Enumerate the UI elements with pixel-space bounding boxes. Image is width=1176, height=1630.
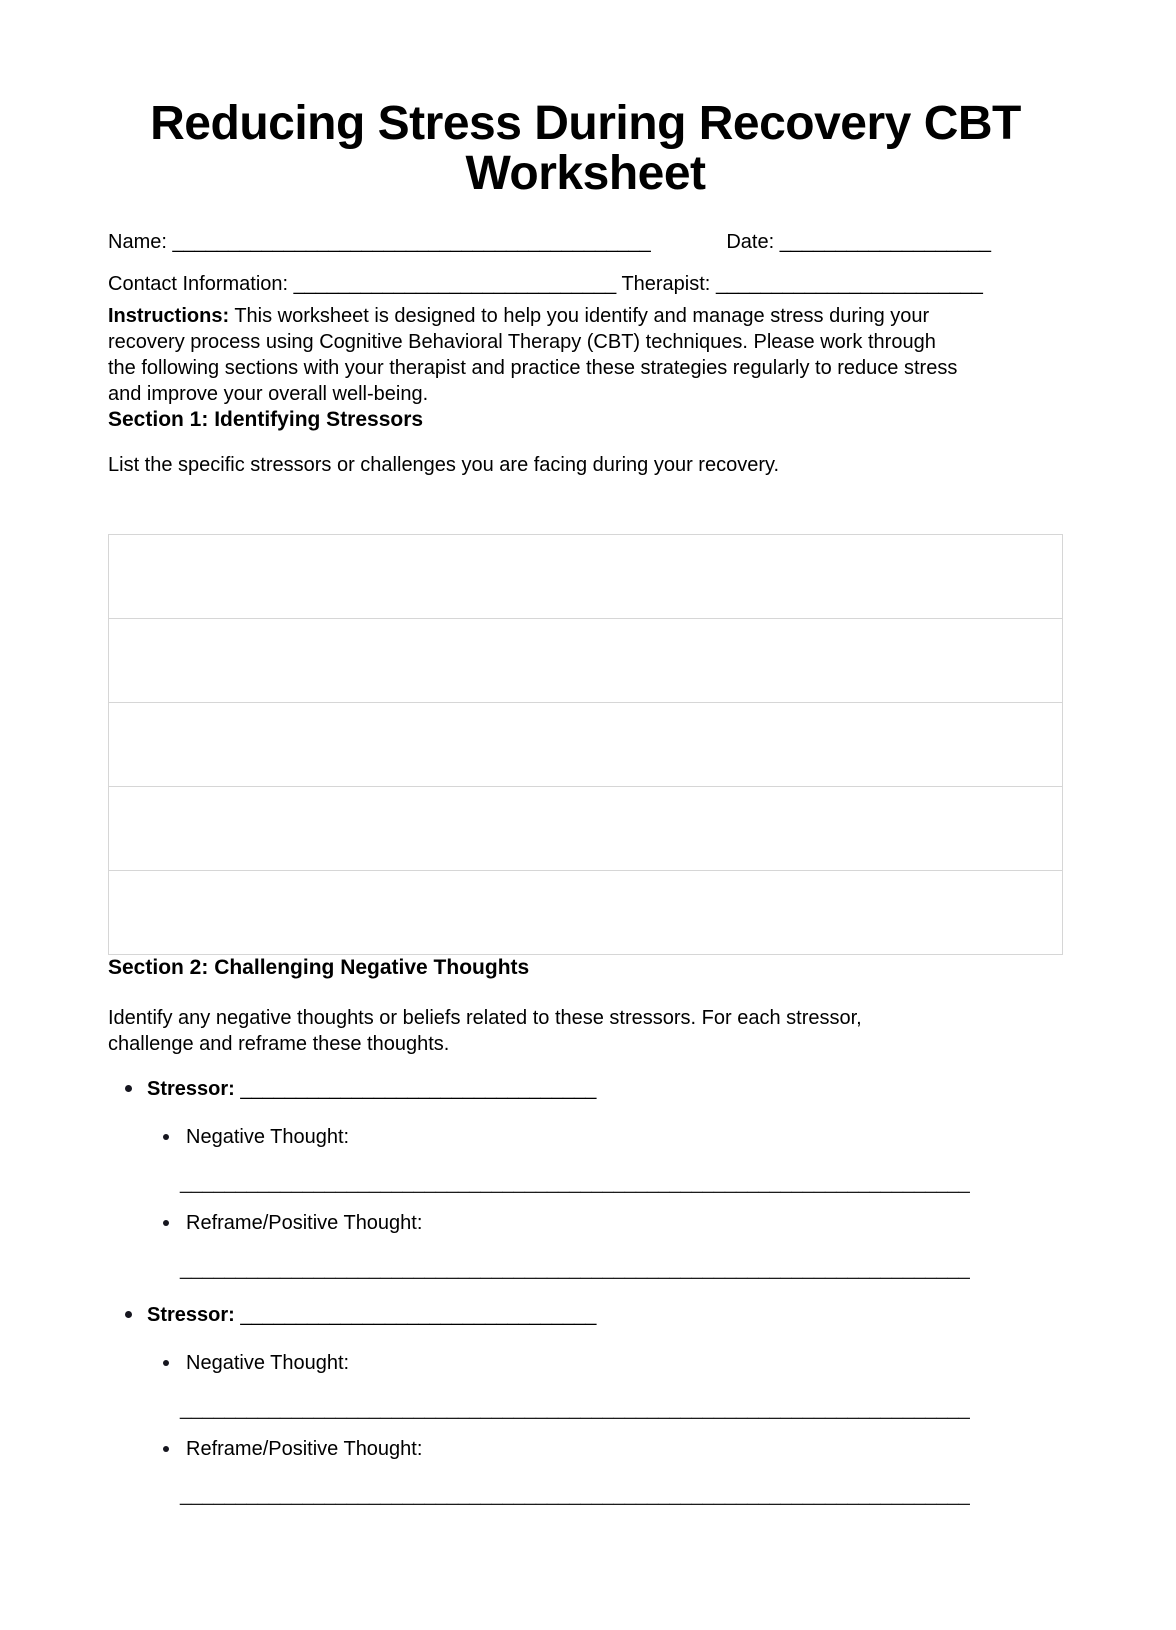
stressor-blank-field[interactable]: ________________________________ xyxy=(240,1078,597,1100)
reframe-thought-label: Reframe/Positive Thought: xyxy=(186,1212,423,1234)
table-row xyxy=(109,619,1063,703)
stressor-cell[interactable] xyxy=(109,787,1063,871)
stressor-item-1 xyxy=(108,1076,1063,1282)
instructions-line-4: and improve your overall well-being. xyxy=(108,383,429,405)
instructions-line-2: recovery process using Cognitive Behavioral Therapy (CBT) techniques. Please work through xyxy=(108,331,936,353)
stressor-item-2 xyxy=(108,1302,1063,1508)
reframe-thought-line xyxy=(108,1210,1063,1236)
reframe-thought-line xyxy=(108,1436,1063,1462)
table-row xyxy=(109,787,1063,871)
section-2-description xyxy=(108,1005,1063,1057)
negative-thought-item xyxy=(108,1350,1063,1422)
contact-therapist-line xyxy=(108,271,1063,297)
table-row xyxy=(109,535,1063,619)
name-label: Name: xyxy=(108,231,167,253)
reframe-thought-item xyxy=(108,1436,1063,1508)
reframe-thought-blank-field[interactable]: _______________________________________________________________________ xyxy=(180,1484,970,1506)
negative-thought-blank-field[interactable]: _______________________________________________________________________ xyxy=(180,1172,970,1194)
date-label: Date: xyxy=(726,231,775,253)
stressor-cell[interactable] xyxy=(109,619,1063,703)
section-1-description: List the specific stressors or challenges you are facing during your recovery. xyxy=(108,454,780,476)
section-2-description-line-1: Identify any negative thoughts or beliefs related to these stressors. For each stressor, xyxy=(108,1007,862,1029)
table-row xyxy=(109,871,1063,955)
negative-thought-line xyxy=(108,1350,1063,1376)
contact-label: Contact Information: xyxy=(108,273,289,295)
stressor-label: Stressor: xyxy=(147,1304,235,1326)
page-title: Reducing Stress During Recovery CBT Worksheet xyxy=(150,97,1021,200)
table-row xyxy=(109,703,1063,787)
negative-thought-line xyxy=(108,1124,1063,1150)
name-date-line xyxy=(108,229,1063,255)
date-blank-field[interactable]: ___________________ xyxy=(779,231,992,253)
negative-thought-item xyxy=(108,1124,1063,1196)
section-1-heading: Section 1: Identifying Stressors xyxy=(108,408,424,431)
instructions-label: Instructions: xyxy=(108,305,230,327)
instructions-paragraph xyxy=(108,303,1063,407)
instructions-line-1: This worksheet is designed to help you identify and manage stress during your xyxy=(229,305,930,327)
negative-thought-label: Negative Thought: xyxy=(186,1352,350,1374)
stressor-cell[interactable] xyxy=(109,535,1063,619)
section-2-heading: Section 2: Challenging Negative Thoughts xyxy=(108,956,530,979)
negative-thought-blank-field[interactable]: _______________________________________________________________________ xyxy=(180,1398,970,1420)
instructions-line-3: the following sections with your therapist and practice these strategies regularly to reduce stress xyxy=(108,357,958,379)
stressor-blank-field[interactable]: ________________________________ xyxy=(240,1304,597,1326)
stressor-cell[interactable] xyxy=(109,703,1063,787)
stressor-table xyxy=(108,534,1063,955)
reframe-thought-item xyxy=(108,1210,1063,1282)
stressor-prompts xyxy=(108,1350,1063,1508)
stressor-label: Stressor: xyxy=(147,1078,235,1100)
stressor-list xyxy=(108,1076,1063,1508)
reframe-thought-label: Reframe/Positive Thought: xyxy=(186,1438,423,1460)
reframe-thought-blank-field[interactable]: _______________________________________________________________________ xyxy=(180,1258,970,1280)
therapist-blank-field[interactable]: ________________________ xyxy=(715,273,983,295)
stressor-prompts xyxy=(108,1124,1063,1282)
stressor-line xyxy=(108,1302,1063,1328)
stressor-cell[interactable] xyxy=(109,871,1063,955)
contact-blank-field[interactable]: _____________________________ xyxy=(293,273,617,295)
name-blank-field[interactable]: ___________________________________________ xyxy=(172,231,651,253)
negative-thought-label: Negative Thought: xyxy=(186,1126,350,1148)
stressor-line xyxy=(108,1076,1063,1102)
section-2-description-line-2: challenge and reframe these thoughts. xyxy=(108,1033,450,1055)
therapist-label: Therapist: xyxy=(621,273,711,295)
